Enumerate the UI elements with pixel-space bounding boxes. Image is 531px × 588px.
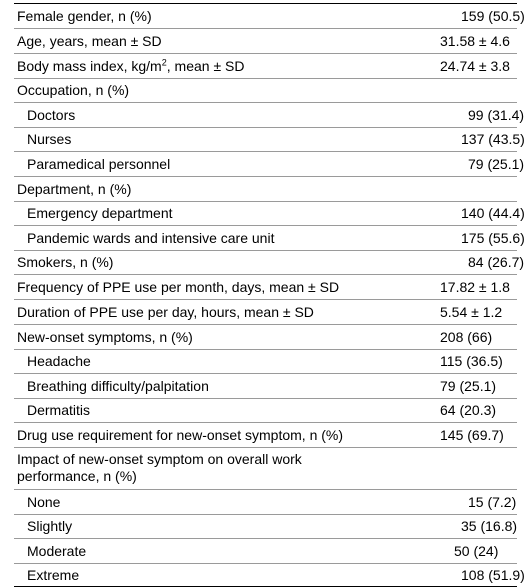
table-row [14, 374, 517, 399]
row-label: Duration of PPE use per day, hours, mean ± SD [17, 304, 314, 320]
table-row [14, 350, 517, 374]
row-label: Slightly [27, 518, 73, 534]
table-row [14, 448, 517, 490]
row-label: Impact of new-onset symptom on overall work [17, 451, 302, 467]
table-row [14, 202, 525, 226]
row-value: 175 (55.6) [461, 230, 525, 246]
row-label: Smokers, n (%) [17, 254, 114, 270]
row-label-text: Body mass index, kg/m [17, 58, 162, 74]
row-label: Female gender, n (%) [17, 8, 152, 24]
row-value: 145 (69.7) [440, 427, 504, 443]
row-label: Age, years, mean ± SD [17, 33, 162, 49]
row-label: Moderate [27, 543, 87, 559]
table-row [14, 275, 517, 300]
row-label: Breathing difficulty/palpitation [27, 378, 209, 394]
row-value: 64 (20.3) [440, 402, 497, 418]
table-row [14, 4, 525, 29]
row-value: 137 (43.5) [461, 131, 525, 147]
row-label-continued: performance, n (%) [17, 468, 137, 484]
table-row [14, 103, 525, 128]
row-value: 159 (50.5) [461, 8, 525, 24]
row-label: Nurses [27, 131, 72, 147]
row-label: Occupation, n (%) [17, 82, 130, 98]
row-value: 79 (25.1) [440, 378, 497, 394]
table-row [14, 300, 517, 325]
table-row [14, 79, 517, 103]
row-value: 5.54 ± 1.2 [440, 304, 503, 320]
row-label-text-suffix: , mean ± SD [166, 58, 245, 74]
table-row [14, 29, 517, 54]
row-value: 99 (31.4) [468, 107, 525, 123]
row-label: Extreme [27, 567, 80, 583]
row-label-superscript: 2 [161, 57, 167, 68]
row-value: 50 (24) [454, 543, 499, 559]
table-row [14, 251, 525, 275]
table-row [14, 177, 517, 202]
table-bottom-border [14, 586, 517, 587]
table-row [14, 54, 517, 79]
table-row [14, 152, 525, 177]
row-value: 208 (66) [440, 329, 493, 345]
table-row [14, 399, 517, 423]
row-label: Drug use requirement for new-onset symptom, n (%) [17, 427, 344, 443]
row-label: Doctors [27, 107, 76, 123]
row-value: 24.74 ± 3.8 [440, 58, 510, 74]
row-label: Paramedical personnel [27, 156, 171, 172]
row-label: Frequency of PPE use per month, days, mean ± SD [17, 279, 340, 295]
row-label: New-onset symptoms, n (%) [17, 329, 193, 345]
table-row [14, 325, 517, 350]
row-value: 115 (36.5) [440, 353, 503, 369]
row-label: Department, n (%) [17, 181, 132, 197]
row-value: 140 (44.4) [461, 205, 525, 221]
row-value: 79 (25.1) [468, 156, 525, 172]
table-row [14, 564, 525, 586]
row-value: 15 (7.2) [468, 494, 517, 510]
table-row [14, 423, 517, 448]
table-row [14, 128, 525, 152]
table-row [14, 539, 517, 564]
row-label: Pandemic wards and intensive care unit [27, 230, 275, 246]
row-value: 84 (26.7) [468, 254, 525, 270]
row-label: Headache [27, 353, 91, 369]
row-label: Emergency department [27, 205, 173, 221]
row-value: 31.58 ± 4.6 [440, 33, 510, 49]
row-value: 35 (16.8) [461, 518, 518, 534]
table-row [14, 490, 517, 515]
row-label: None [27, 494, 61, 510]
row-value: 108 (51.9) [461, 567, 525, 583]
row-label [17, 58, 244, 74]
table-row [14, 226, 525, 251]
table-row [14, 515, 517, 539]
row-label: Dermatitis [27, 402, 91, 418]
row-value: 17.82 ± 1.8 [440, 279, 510, 295]
